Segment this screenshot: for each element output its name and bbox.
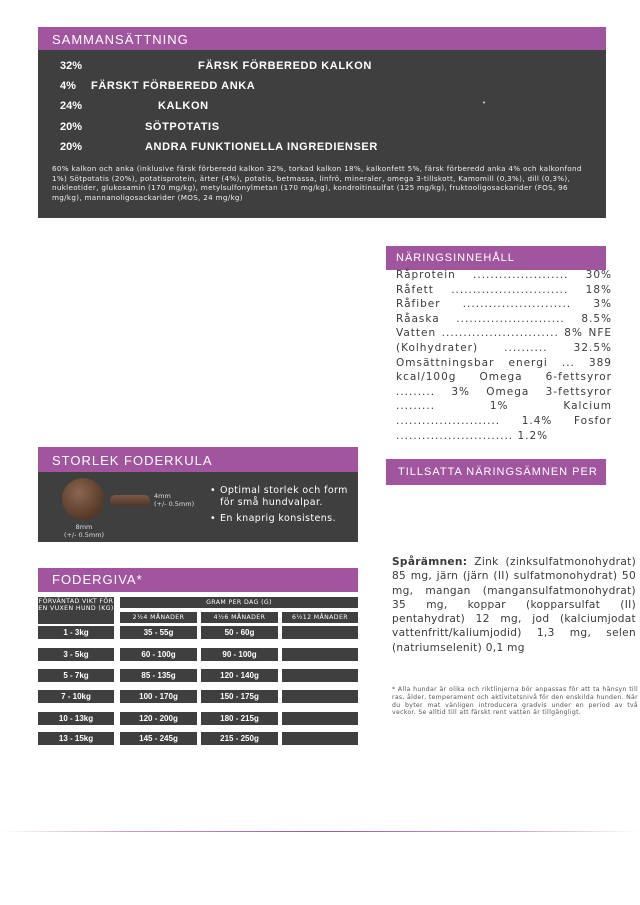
age-header-3: 6½12 MÅNADER (282, 612, 358, 623)
gram-cell: 50 - 60g (201, 626, 278, 639)
gram-cell: 180 - 215g (201, 712, 278, 725)
flat-kibble-image (110, 495, 150, 506)
kibble-size-panel (38, 447, 358, 542)
gram-cell (282, 732, 358, 745)
footer-divider (0, 831, 640, 832)
bullet-mark: • (210, 485, 217, 496)
weight-cell: 3 - 5kg (38, 648, 114, 661)
weight-cell: 1 - 3kg (38, 626, 114, 639)
composition-label-5: ANDRA FUNKTIONELLA INGREDIENSER (145, 141, 378, 153)
gram-cell: 100 - 170g (120, 690, 197, 703)
composition-label-3: KALKON (158, 100, 209, 112)
gram-cell: 145 - 245g (120, 732, 197, 745)
kibble-bullet-1-text: Optimal storlek och form för små hundvalpar. (220, 485, 348, 508)
round-kibble-size (56, 523, 112, 539)
gram-cell: 60 - 100g (120, 648, 197, 661)
gram-header: GRAM PER DAG (G) (120, 597, 358, 608)
composition-dot: • (482, 99, 487, 107)
weight-header: FÖRVÄNTAD VIKT FÖR EN VUXEN HUND (KG) (38, 597, 114, 624)
gram-cell: 85 - 135g (120, 669, 197, 682)
age-header-2: 4½6 MÅNADER (201, 612, 278, 623)
composition-pct-4: 20% (60, 121, 83, 133)
kibble-size-title: STORLEK FODERKULA (38, 447, 358, 472)
trace-elements (392, 555, 636, 655)
trace-elements-text: Zink (zinksulfatmonohydrat) 85 mg, järn (järn (II) sulfatmonohydrat) 50 mg, mangan (mangansulfatmonohydrat) 35 mg, koppar (kopparsulfat (II) pentahydrat) 12 mg, jod (kalciumjodat vattenfritt/kaliumjodid) 1,3 mg, selen (natriumselenit) 0,1 mg (392, 556, 636, 654)
composition-pct-2: 4% (60, 80, 76, 92)
weight-cell: 13 - 15kg (38, 732, 114, 745)
composition-pct-5: 20% (60, 141, 83, 153)
nutrition-text: Råprotein ...................... 30% Råfett ........................... 18% Råfiber ......................... 3% Råaska ......................... 8.5% Vatten ........................... 8% NFE (Kolhydrater) .......... 32.5% Omsättningsbar energi ... 389 kcal/100g Omega 6-fettsyror ......... 3% Omega 3-fettsyror ......... 1% Kalcium ........................ 1.4% Fosfor ........................... 1.2% (396, 269, 612, 442)
composition-pct-3: 24% (60, 100, 83, 112)
gram-cell: 120 - 200g (120, 712, 197, 725)
composition-pct-1: 32% (60, 60, 83, 72)
weight-cell: 10 - 13kg (38, 712, 114, 725)
gram-cell (282, 712, 358, 725)
flat-kibble-size-tolerance: (+/- 0.5mm) (154, 500, 195, 508)
bullet-mark: • (210, 513, 217, 524)
round-kibble-size-tolerance: (+/- 0.5mm) (63, 531, 105, 539)
age-header-1: 2½4 MÅNADER (120, 612, 197, 623)
round-kibble-size-value: 8mm (75, 523, 93, 531)
composition-label-4: SÖTPOTATIS (145, 121, 220, 133)
gram-cell (282, 669, 358, 682)
nutrition-title: NÄRINGSINNEHÅLL (386, 246, 606, 270)
trace-elements-label: Spårämnen: (392, 556, 468, 568)
gram-cell: 120 - 140g (201, 669, 278, 682)
composition-title: SAMMANSÄTTNING (38, 27, 606, 50)
feeding-note: * Alla hundar är olika och riktlinjerna bör anpassas för att ta hänsyn till ras, ålder, temperament och aktivitetsnivå för den enskilda hunden. När du byter mat vänligen introducera gradvis under en period av två veckor. Se alltid till att färskt rent vatten är tillgängligt. (392, 686, 638, 717)
flat-kibble-size-value: 4mm (154, 492, 171, 500)
round-kibble-image (62, 478, 104, 520)
added-nutrients-title: TILLSATTA NÄRINGSÄMNEN PER KG (386, 459, 606, 485)
feeding-title: FODERGIVA* (38, 568, 358, 592)
kibble-bullet-1 (210, 485, 350, 509)
gram-cell: 90 - 100g (201, 648, 278, 661)
gram-cell (282, 626, 358, 639)
kibble-bullet-2-text: En knaprig konsistens. (220, 513, 336, 524)
composition-panel (38, 27, 606, 218)
gram-cell: 35 - 55g (120, 626, 197, 639)
gram-cell (282, 648, 358, 661)
kibble-bullet-2 (210, 513, 350, 525)
gram-cell: 215 - 250g (201, 732, 278, 745)
composition-text: 60% kalkon och anka (inklusive färsk förberedd kalkon 32%, torkad kalkon 18%, kalkonfett 5%, färsk förberedd anka 4% och kalkonfond 1%) Sötpotatis (20%), potatisprotein, ärter (4%), potatis, betmassa, linfrö, mineraler, omega 3-tillskott, Kamomill (0,3%), dill (0,3%), nukleotider, glukosamin (170 mg/kg), metylsulfonylmetan (170 mg/kg), kondroitinsulfat (125 mg/kg), fruktooligosackarider (FOS, 96 mg/kg), mannanoligosackarider (MOS, 24 mg/kg) (52, 164, 582, 202)
composition-label-1: FÄRSK FÖRBEREDD KALKON (198, 60, 372, 72)
gram-cell: 150 - 175g (201, 690, 278, 703)
composition-label-2: FÄRSKT FÖRBEREDD ANKA (91, 80, 256, 92)
weight-cell: 5 - 7kg (38, 669, 114, 682)
gram-cell (282, 690, 358, 703)
flat-kibble-size (154, 492, 196, 508)
weight-cell: 7 - 10kg (38, 690, 114, 703)
